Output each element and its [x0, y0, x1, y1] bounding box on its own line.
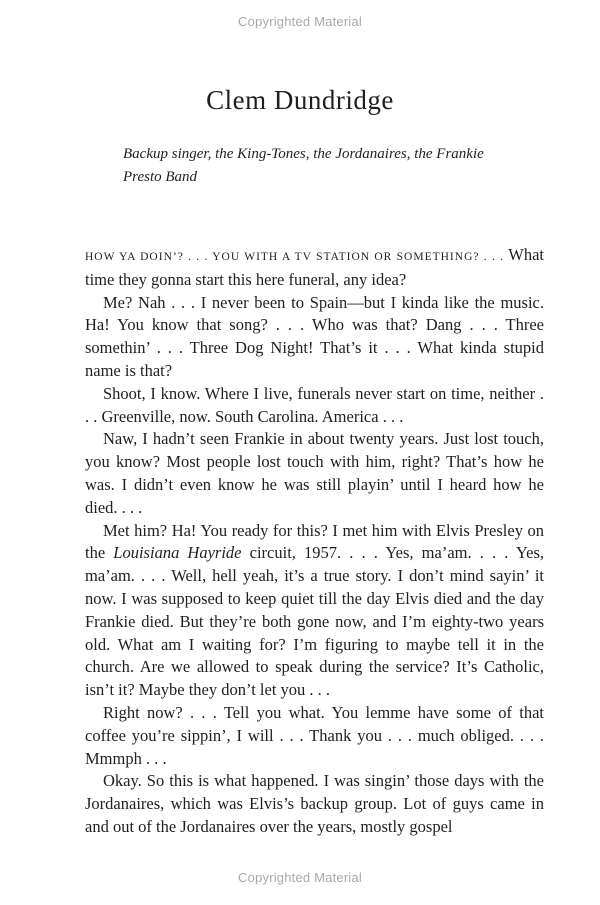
body-text	[85, 244, 544, 839]
chapter-title: Clem Dundridge	[206, 85, 394, 115]
paragraph-1-text: What time they gonna start this here funeral, any idea?	[85, 245, 544, 289]
paragraph-6: Right now? . . . Tell you what. You lemme have some of that coffee you’re sippin’, I will . . . Thank you . . . much obliged. . . . Mmmph . . .	[85, 702, 544, 768]
copyright-watermark-top: Copyrighted Material	[238, 14, 362, 29]
paragraph-5-text-b: circuit, 1957. . . . Yes, ma’am. . . . Yes, ma’am. . . . Well, hell yeah, it’s a true story. I don’t mind sayin’ it now. I was supposed to keep quiet till the day Elvis died and the day Frankie died. But they’re both gone now, and I’m eighty-two years old. What am I waiting for? I’m figuring to maybe tell it in the church. Are we allowed to speak during the service? It’s Catholic, isn’t it? Maybe they don’t let you . . .	[85, 543, 544, 700]
paragraph-1	[85, 244, 544, 292]
copyright-watermark-bottom: Copyrighted Material	[238, 870, 362, 885]
paragraph-7: Okay. So this is what happened. I was singin’ those days with the Jordanaires, which was Elvis’s backup group. Lot of guys came in and out of the Jordanaires over the years, mostly gospel	[85, 771, 544, 836]
paragraph-5-italic-title: Louisiana Hayride	[113, 543, 242, 563]
paragraph-2: Me? Nah . . . I never been to Spain—but I kinda like the music. Ha! You know that song? . . . Who was that? Dang . . . Three somethin’ . . . Three Dog Night! That’s it . . . What kinda stupid name is that?	[85, 292, 544, 380]
paragraph-5-text-a: Met him? Ha! You ready for this? I met him with Elvis Presley on the	[85, 520, 544, 563]
chapter-subtitle: Backup singer, the King-Tones, the Jordanaires, the Frankie Presto Band	[123, 146, 484, 185]
paragraph-4: Naw, I hadn’t seen Frankie in about twenty years. Just lost touch, you know? Most people lost touch with him, right? That’s how he was. I didn’t even know he was still playin’ until I heard how he died. . . .	[85, 429, 544, 517]
paragraph-lead-in: HOW YA DOIN’? . . . YOU WITH A TV STATION OR SOMETHING? . . .	[85, 251, 505, 263]
paragraph-3: Shoot, I know. Where I live, funerals never start on time, neither . . . Greenville, now. South Carolina. America . . .	[85, 383, 544, 426]
paragraph-5	[85, 520, 544, 702]
